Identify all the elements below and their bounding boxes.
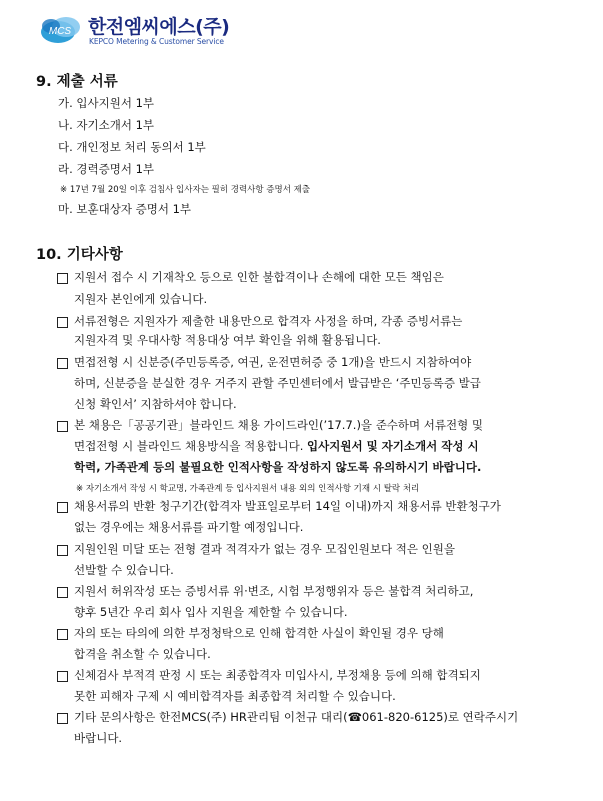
notice-text: 면접전형 시 블라인드 채용방식을 적용합니다. <box>74 439 308 453</box>
section-9-title: 9. 제출 서류 <box>36 74 118 90</box>
notice-line: 향후 5년간 우리 회사 입사 지원을 제한할 수 있습니다. <box>74 605 348 619</box>
notice-line: 기타 문의사항은 한전MCS(주) HR관리팀 이천규 대리(☎061-820-6125)로 연락주시기 <box>74 710 519 724</box>
checkbox-icon <box>57 273 68 284</box>
notice-line <box>74 439 479 453</box>
notice-line: 하며, 신분증을 분실한 경우 거주지 관할 주민센터에서 발급받은 ‘주민등록증 발급 <box>74 376 481 390</box>
mcs-logo-icon <box>36 12 86 46</box>
notice-line: 면접전형 시 신분증(주민등록증, 여권, 운전면허증 중 1개)을 반드시 지참하여야 <box>74 355 472 369</box>
doc-item: 라. 경력증명서 1부 <box>58 162 155 176</box>
doc-item: 가. 입사지원서 1부 <box>58 96 155 110</box>
notice-line-emphasis: 학력, 가족관계 등의 불필요한 인적사항을 작성하지 않도록 유의하시기 바랍니다. <box>74 460 482 474</box>
notice-emphasis: 입사지원서 및 자기소개서 작성 시 <box>307 439 479 453</box>
notice-line: 못한 피해자 구제 시 예비합격자를 최종합격 처리할 수 있습니다. <box>74 689 396 703</box>
checkbox-icon <box>57 587 68 598</box>
doc-item: 다. 개인정보 처리 동의서 1부 <box>58 140 206 154</box>
notice-line: 지원서 허위작성 또는 증빙서류 위·변조, 시험 부정행위자 등은 불합격 처리하고, <box>74 584 474 598</box>
checkbox-icon <box>57 358 68 369</box>
notice-line: 없는 경우에는 채용서류를 파기할 예정입니다. <box>74 520 304 534</box>
checkbox-icon <box>57 713 68 724</box>
phone-icon: ☎ <box>347 710 362 724</box>
checkbox-icon <box>57 317 68 328</box>
notice-line: 지원자 본인에게 있습니다. <box>74 292 208 306</box>
logo-text: MCS <box>48 26 72 37</box>
notice-line: 지원인원 미달 또는 전형 결과 적격자가 없는 경우 모집인원보다 적은 인원을 <box>74 542 455 556</box>
checkbox-icon <box>57 502 68 513</box>
notice-note: ※ 자기소개서 작성 시 학교명, 가족관계 등 입사지원서 내용 외의 인적사항 기재 시 탈락 처리 <box>76 484 420 494</box>
notice-line: 자의 또는 타의에 의한 부정청탁으로 인해 합격한 사실이 확인될 경우 당해 <box>74 626 444 640</box>
company-name: 한전엠씨에스(주) <box>88 16 230 38</box>
notice-line: 서류전형은 지원자가 제출한 내용만으로 합격자 사정을 하며, 각종 증빙서류는 <box>74 314 463 328</box>
notice-line: 본 채용은「공공기관」블라인드 채용 가이드라인(’17.7.)을 준수하며 서류전형 및 <box>74 418 483 432</box>
notice-line: 채용서류의 반환 청구기간(합격자 발표일로부터 14일 이내)까지 채용서류 반환청구가 <box>74 499 501 513</box>
checkbox-icon <box>57 671 68 682</box>
checkbox-icon <box>57 629 68 640</box>
notice-line: 지원서 접수 시 기재착오 등으로 인한 불합격이나 손해에 대한 모든 책임은 <box>74 270 444 284</box>
notice-line: 바랍니다. <box>74 731 123 745</box>
section-10-title: 10. 기타사항 <box>36 247 123 263</box>
notice-line: 합격을 취소할 수 있습니다. <box>74 647 211 661</box>
checkbox-icon <box>57 421 68 432</box>
company-subtitle: KEPCO Metering & Customer Service <box>89 37 224 46</box>
doc-item: 마. 보훈대상자 증명서 1부 <box>58 202 192 216</box>
notice-line: 신체검사 부적격 판정 시 또는 최종합격자 미입사시, 부정채용 등에 의해 합격되지 <box>74 668 481 682</box>
checkbox-icon <box>57 545 68 556</box>
notice-line: 선발할 수 있습니다. <box>74 563 174 577</box>
notice-line: 지원자격 및 우대사항 적용대상 여부 확인을 위해 활용됩니다. <box>74 333 381 347</box>
notice-line: 신청 확인서’ 지참하셔야 합니다. <box>74 397 237 411</box>
doc-item: 나. 자기소개서 1부 <box>58 118 155 132</box>
doc-note: ※ 17년 7월 20일 이후 검침사 입사자는 필히 경력사항 증명서 제출 <box>60 185 311 195</box>
